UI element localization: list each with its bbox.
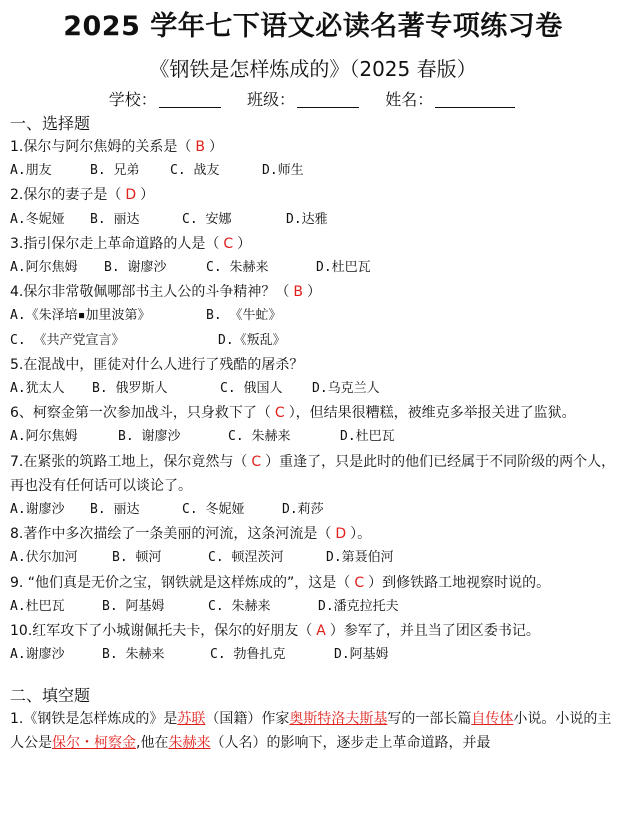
fill-text: ,他在	[136, 735, 169, 752]
question-9	[10, 571, 616, 595]
option: B. 谢廖沙	[118, 429, 181, 445]
option: A.阿尔焦姆	[10, 429, 78, 445]
options-7	[10, 498, 616, 522]
question-10	[10, 619, 616, 643]
question-4	[10, 280, 616, 304]
fill-text: （人名）的影响下，逐步走上革命道路，并最	[210, 735, 491, 752]
option: D.师生	[262, 163, 304, 179]
option: B. 丽达	[90, 211, 140, 227]
question-text: ），但结果很糟糕，被维克多举报关进了监狱。	[288, 405, 576, 422]
fill-text: 写的一部长篇	[387, 711, 472, 728]
question-text: 4.保尔非常敬佩哪部书主人公的斗争精神？（	[10, 284, 290, 301]
options-9	[10, 595, 616, 619]
class-blank[interactable]	[297, 91, 359, 108]
fill-text: （国籍）作家	[205, 711, 290, 728]
question-7	[10, 450, 616, 498]
option: A.杜巴瓦	[10, 598, 65, 614]
question-text: ）	[237, 235, 252, 252]
option: A.谢廖沙	[10, 647, 65, 663]
fill-question-1	[10, 707, 616, 755]
question-6	[10, 401, 616, 425]
question-5	[10, 353, 616, 377]
question-text: 5.在混战中，匪徒对什么人进行了残酷的屠杀？	[10, 356, 304, 373]
option: D.第聂伯河	[326, 550, 394, 566]
question-3	[10, 232, 616, 256]
question-text: ）	[140, 187, 155, 204]
name-label: 姓名：	[385, 90, 434, 109]
answer: C	[354, 574, 365, 591]
section-choice-title: 一、选择题	[10, 114, 91, 133]
question-text: ）到修铁路工地视察时说的。	[368, 574, 551, 591]
options-5	[10, 377, 616, 401]
option: D.阿基姆	[334, 647, 389, 663]
page-title: 2025 学年七下语文必读名著专项练习卷	[63, 11, 563, 42]
question-1	[10, 135, 616, 159]
option: B. 谢廖沙	[104, 260, 167, 276]
options-8	[10, 546, 616, 570]
student-info-fields	[10, 89, 616, 111]
question-text: 2.保尔的妻子是（	[10, 187, 122, 204]
option: C. 冬妮娅	[182, 502, 245, 518]
fill-answer: 奥斯特洛夫斯基	[289, 711, 388, 728]
fill-answer: 保尔・柯察金	[52, 735, 136, 752]
option: B. 朱赫来	[102, 647, 165, 663]
fill-text: 1.《钢铁是怎样炼成的》是	[10, 711, 178, 728]
option: D.达雅	[286, 211, 328, 227]
name-blank[interactable]	[435, 91, 515, 108]
question-text: ）。	[350, 526, 372, 543]
option: D.莉莎	[282, 502, 324, 518]
school-label: 学校：	[108, 90, 157, 109]
answer: C	[274, 405, 285, 422]
fill-answer: 自传体	[471, 711, 514, 728]
option: C. 顿涅茨河	[208, 550, 284, 566]
question-2	[10, 183, 616, 207]
option: D.潘克拉托夫	[318, 598, 399, 614]
option: B. 阿基姆	[102, 598, 165, 614]
option: C. 朱赫来	[208, 598, 271, 614]
question-8	[10, 522, 616, 546]
answer: D	[125, 187, 137, 204]
answer: B	[293, 284, 303, 301]
option: A.阿尔焦姆	[10, 260, 78, 276]
option: A.伏尔加河	[10, 550, 78, 566]
answer: A	[316, 623, 326, 640]
option: B. 顿河	[112, 550, 162, 566]
option: D.乌克兰人	[312, 381, 380, 397]
options-10	[10, 643, 616, 667]
option: C. 俄国人	[220, 381, 283, 397]
question-text: 8.著作中多次描绘了一条美丽的河流，这条河流是（	[10, 526, 332, 543]
option: A.谢廖沙	[10, 502, 65, 518]
question-text: 9. “他们真是无价之宝，钢铁就是这样炼成的”，这是（	[10, 574, 351, 591]
question-text: ）	[306, 284, 321, 301]
class-label: 班级：	[246, 90, 295, 109]
question-text: ）参军了，并且当了团区委书记。	[329, 623, 540, 640]
option: C. 朱赫来	[206, 260, 269, 276]
question-text: 7.在紧张的筑路工地上，保尔竟然与（	[10, 453, 248, 470]
page-subtitle: 《钢铁是怎样炼成的》（2025 春版）	[149, 57, 477, 81]
options-6	[10, 425, 616, 449]
question-text: 1.保尔与阿尔焦姆的关系是（	[10, 139, 192, 155]
option: C. 安娜	[182, 211, 232, 227]
option: B. 《牛虻》	[206, 308, 282, 324]
option: A.犹太人	[10, 381, 65, 397]
fill-answer: 朱赫来	[168, 735, 211, 752]
option: A.《朱泽培▪加里波第》	[10, 308, 151, 324]
option: C. 战友	[170, 163, 220, 179]
question-text: 10.红军攻下了小城谢佩托夫卡，保尔的好朋友（	[10, 623, 313, 640]
option: C. 勃鲁扎克	[210, 647, 286, 663]
option: B. 丽达	[90, 502, 140, 518]
options-3	[10, 256, 616, 280]
option: A.朋友	[10, 163, 52, 179]
fill-text: 小说。小说的主人公是	[10, 711, 612, 752]
question-text: 6、柯察金第一次参加战斗，只身救下了（	[10, 405, 271, 422]
answer: C	[223, 235, 234, 252]
answer: D	[335, 526, 347, 543]
option: A.冬妮娅	[10, 211, 65, 227]
question-text: ）	[208, 139, 223, 155]
option: B. 兄弟	[90, 163, 140, 179]
option: B. 俄罗斯人	[92, 381, 168, 397]
option: D.杜巴瓦	[340, 429, 395, 445]
school-blank[interactable]	[159, 91, 221, 108]
section-fill-title: 二、填空题	[10, 686, 91, 706]
question-text: ）重逢了，只是此时的他们已经属于不同阶级的两个人，再也没有任何话可以谈论了。	[10, 453, 616, 494]
option: C. 《共产党宣言》	[10, 332, 125, 348]
question-text: 3.指引保尔走上革命道路的人是（	[10, 235, 220, 252]
options-2	[10, 208, 616, 232]
options-1	[10, 159, 616, 183]
answer: C	[251, 453, 262, 470]
answer: B	[195, 139, 205, 155]
options-4b	[10, 329, 616, 353]
option: C. 朱赫来	[228, 429, 291, 445]
fill-answer: 苏联	[177, 711, 206, 728]
option: D.《叛乱》	[218, 332, 286, 348]
option: D.杜巴瓦	[316, 260, 371, 276]
options-4a	[10, 304, 616, 328]
